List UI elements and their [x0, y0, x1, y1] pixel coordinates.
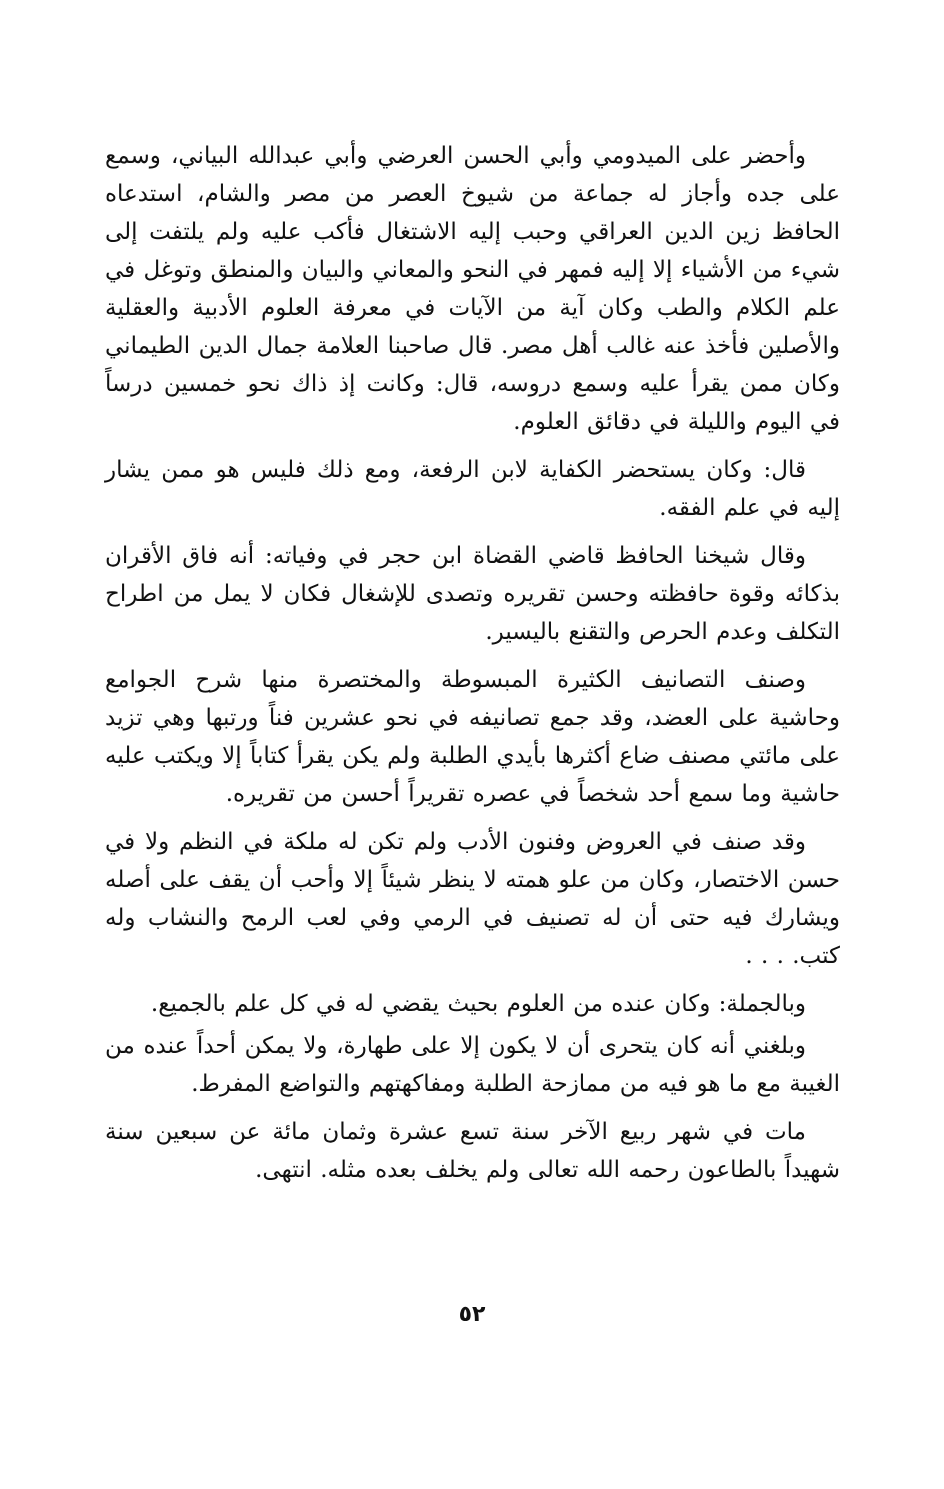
- page-number: ٥٢: [458, 1302, 486, 1327]
- paragraph-2: قال: وكان يستحضر الكفاية لابن الرفعة، ومع ذلك فليس هو ممن يشار إليه في علم الفقه.: [105, 457, 840, 521]
- paragraph-8: مات في شهر ربيع الآخر سنة تسع عشرة وثمان مائة عن سبعين سنة شهيداً بالطاعون رحمه الله تعالى ولم يخلف بعده مثله. انتهى.: [105, 1119, 840, 1183]
- paragraph-4: وصنف التصانيف الكثيرة المبسوطة والمختصرة منها شرح الجوامع وحاشية على العضد، وقد جمع تصانيفه في نحو عشرين فناً ورتبها وهي تزيد على مائتي مصنف ضاع أكثرها بأيدي الطلبة ولم يكن يقرأ كتاباً إلا ويكتب عليه حاشية وما سمع أحد شخصاً في عصره تقريراً أحسن من تقريره.: [105, 667, 840, 807]
- paragraph-5: وقد صنف في العروض وفنون الأدب ولم تكن له ملكة في النظم ولا في حسن الاختصار، وكان من علو همته لا ينظر شيئاً إلا وأحب أن يقف على أصله ويشارك فيه حتى أن له تصنيف في الرمي وفي لعب الرمح والنشاب وله كتب. . . .: [105, 829, 840, 969]
- paragraph-7: وبلغني أنه كان يتحرى أن لا يكون إلا على طهارة، ولا يمكن أحداً عنده من الغيبة مع ما هو فيه من ممازحة الطلبة ومفاكهتهم والتواضع المفرط.: [105, 1033, 840, 1097]
- paragraph-1: وأحضر على الميدومي وأبي الحسن العرضي وأبي عبدالله البياني، وسمع على جده وأجاز له جماعة من شيوخ العصر من مصر والشام، استدعاه الحافظ زين الدين العراقي وحبب إليه الاشتغال فأكب عليه ولم يلتفت إلى شيء من الأشياء إلا إليه فمهر في النحو والمعاني والبيان والمنطق وتوغل في علم الكلام والطب وكان آية من الآيات في معرفة العلوم الأدبية والعقلية والأصلين فأخذ عنه غالب أهل مصر. قال صاحبنا العلامة جمال الدين الطيماني وكان ممن يقرأ عليه وسمع دروسه، قال: وكانت إذ ذاك نحو خمسين درساً في اليوم والليلة في دقائق العلوم.: [105, 143, 840, 435]
- body-text: [105, 137, 840, 1199]
- paragraph-6: وبالجملة: وكان عنده من العلوم بحيث يقضي له في كل علم بالجميع.: [150, 991, 806, 1017]
- paragraph-3: وقال شيخنا الحافظ قاضي القضاة ابن حجر في وفياته: أنه فاق الأقران بذكائه وقوة حافظته وحسن تقريره وتصدى للإشغال فكان لا يمل من اطراح التكلف وعدم الحرص والتقنع باليسير.: [105, 543, 840, 645]
